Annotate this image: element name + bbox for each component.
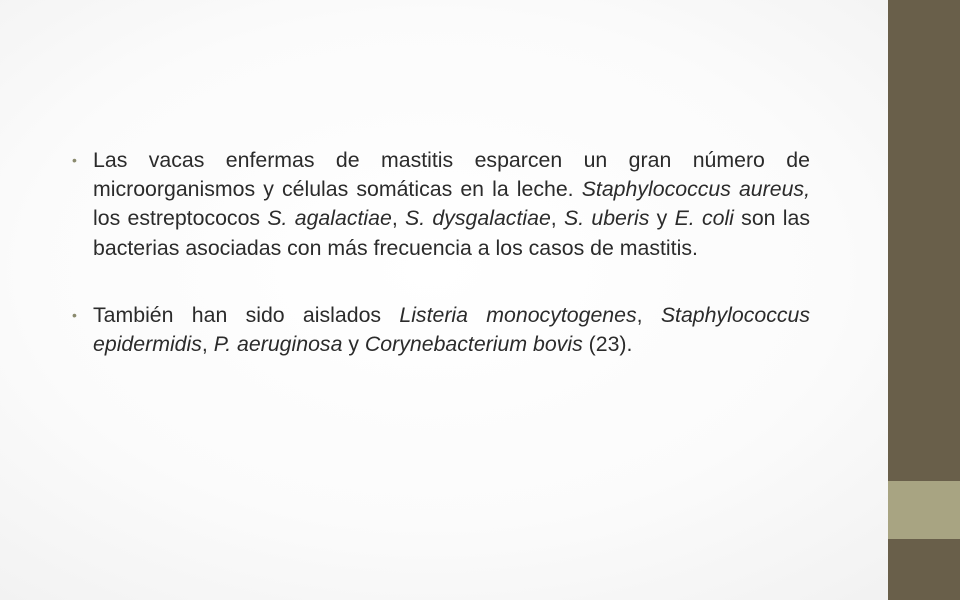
bullet-text: También han sido aislados Listeria monocytogenes, Staphylococcus epidermidis, P. aeruginosa y Corynebacterium bovis (23).: [93, 302, 811, 357]
slide-content: [70, 146, 810, 397]
sidebar-dark-top: [888, 0, 960, 481]
bullet-item: [70, 301, 810, 359]
sidebar-dark-bottom: [888, 539, 960, 600]
bullet-item: [70, 146, 810, 263]
bullet-dot-icon: •: [72, 152, 77, 168]
sidebar-light-band: [888, 481, 960, 539]
bullet-dot-icon: •: [72, 306, 77, 323]
bullet-text: Las vacas enfermas de mastitis esparcen un gran número de microorganismos y células somáticas en la leche. Staphylococcus aureus, los estreptococos S. agalactiae, S. dysgalactiae, S. uberis y E. coli son las bacterias asociadas con más frecuencia a los casos de mastitis.: [93, 148, 810, 260]
